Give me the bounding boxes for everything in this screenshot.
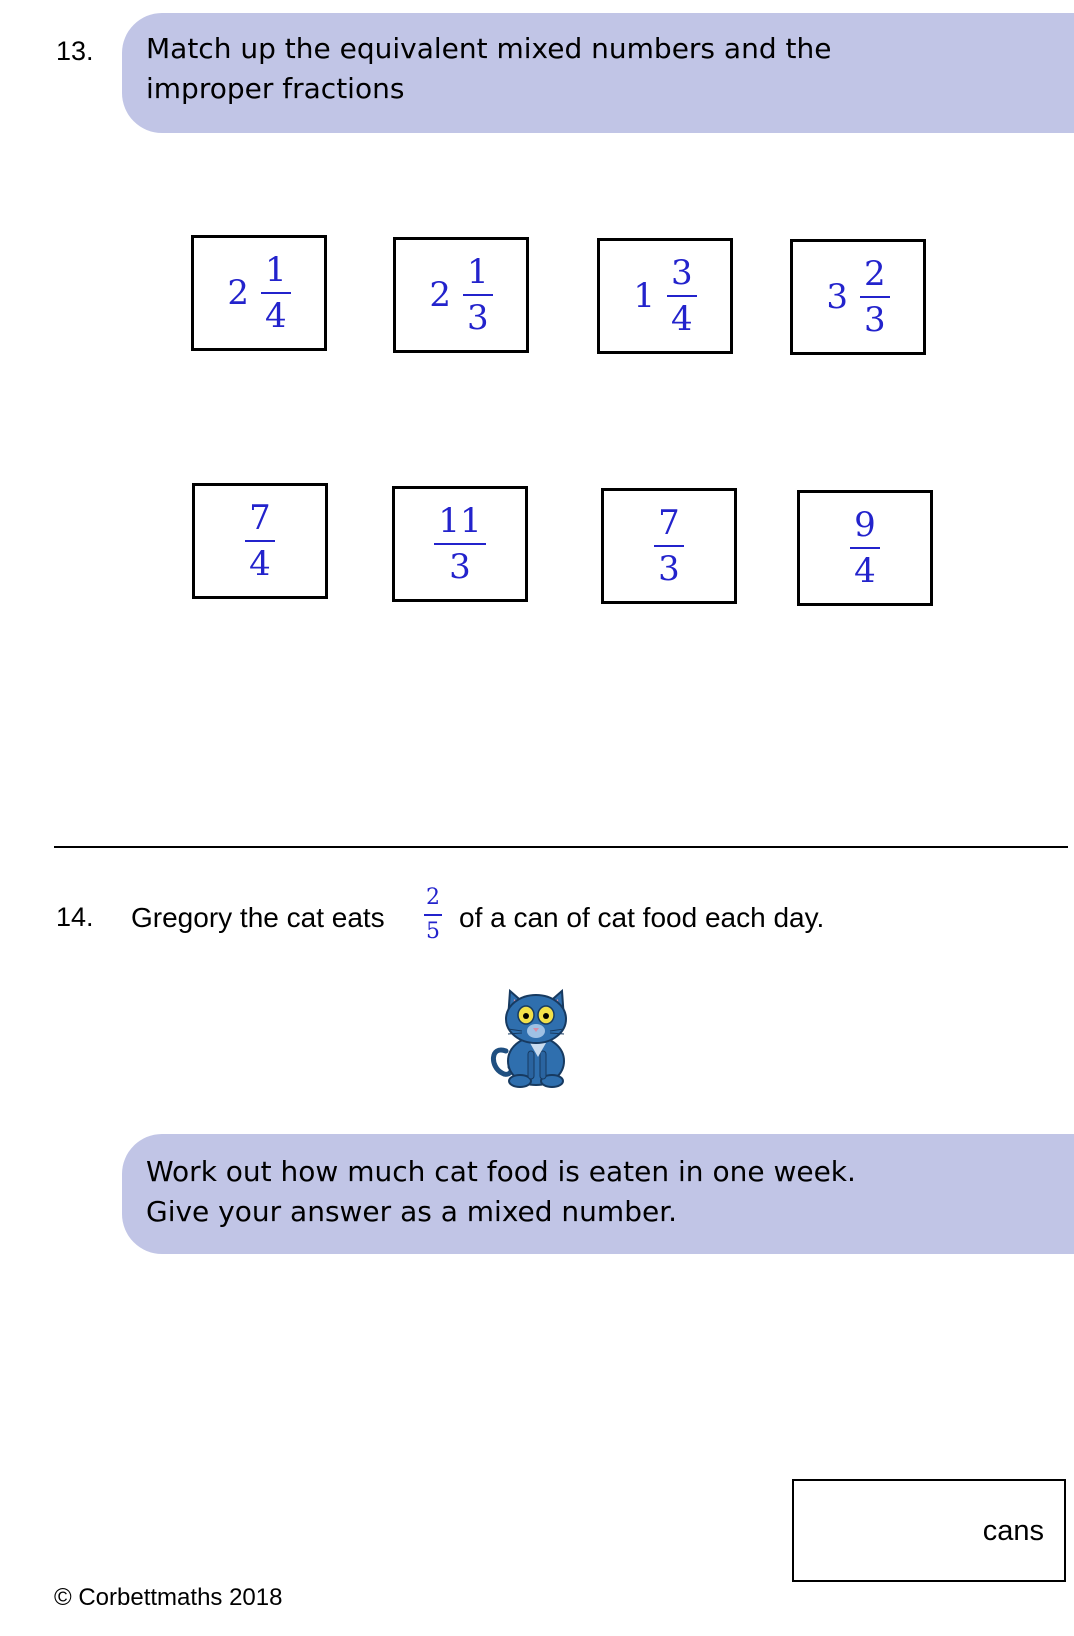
question-14-number: 14.	[56, 902, 94, 932]
improper-fraction-card-2[interactable]	[392, 486, 528, 602]
answer-box[interactable]	[792, 1479, 1066, 1582]
improper-fraction-card-4[interactable]	[797, 490, 933, 606]
numerator: 9	[854, 505, 876, 545]
question-14-instruction	[122, 1134, 1074, 1254]
fraction-bar	[850, 547, 880, 549]
instruction-line-1: Work out how much cat food is eaten in one week.	[146, 1155, 856, 1188]
fraction-bar	[261, 292, 291, 294]
fraction-bar	[434, 543, 485, 545]
fraction-bar	[860, 296, 890, 298]
instruction-line-2: Give your answer as a mixed number.	[146, 1195, 678, 1228]
fraction-part	[261, 252, 291, 334]
whole-part: 2	[227, 273, 249, 313]
fraction-part	[654, 505, 684, 587]
denominator: 3	[467, 298, 489, 338]
fraction-bar	[654, 545, 684, 547]
numerator: 3	[671, 253, 693, 293]
fraction-part	[860, 256, 890, 338]
denominator: 4	[854, 551, 876, 591]
denominator: 3	[449, 547, 471, 587]
question-14-text-after: of a can of cat food each day.	[459, 902, 825, 933]
fraction-part	[245, 500, 275, 582]
whole-part: 3	[826, 277, 848, 317]
numerator: 1	[467, 252, 489, 292]
fraction-bar	[667, 295, 697, 297]
question-14-text-before: Gregory the cat eats	[131, 902, 385, 933]
numerator: 11	[438, 501, 482, 541]
answer-unit: cans	[982, 1515, 1044, 1547]
numerator: 7	[249, 498, 271, 538]
numerator: 7	[658, 503, 680, 543]
fraction-bar	[424, 914, 442, 916]
cat-illustration	[488, 985, 578, 1089]
fraction-part	[434, 503, 485, 585]
numerator: 2	[426, 885, 440, 910]
improper-fraction-card-3[interactable]	[601, 488, 737, 604]
denominator: 5	[426, 918, 440, 944]
denominator: 4	[265, 296, 287, 336]
question-13-instruction	[122, 13, 1074, 133]
numerator: 2	[864, 254, 886, 294]
mixed-number-card-4[interactable]	[790, 239, 926, 355]
daily-fraction	[424, 886, 442, 944]
mixed-number-card-3[interactable]	[597, 238, 733, 354]
denominator: 3	[658, 549, 680, 589]
question-13-instruction-text: Match up the equivalent mixed numbers and the improper fractions	[146, 32, 832, 105]
improper-fraction-card-1[interactable]	[192, 483, 328, 599]
section-divider	[54, 846, 1068, 848]
mixed-number-card-2[interactable]	[393, 237, 529, 353]
numerator: 1	[265, 250, 287, 290]
copyright-footer: © Corbettmaths 2018	[54, 1584, 283, 1611]
fraction-bar	[245, 540, 275, 542]
whole-part: 1	[633, 276, 655, 316]
denominator: 4	[671, 299, 693, 339]
mixed-number-card-1[interactable]	[191, 235, 327, 351]
denominator: 3	[864, 300, 886, 340]
fraction-part	[667, 255, 697, 337]
fraction-bar	[463, 294, 493, 296]
question-13-number: 13.	[56, 36, 94, 66]
fraction-part	[850, 507, 880, 589]
whole-part: 2	[429, 275, 451, 315]
denominator: 4	[249, 544, 271, 584]
fraction-part	[463, 254, 493, 336]
